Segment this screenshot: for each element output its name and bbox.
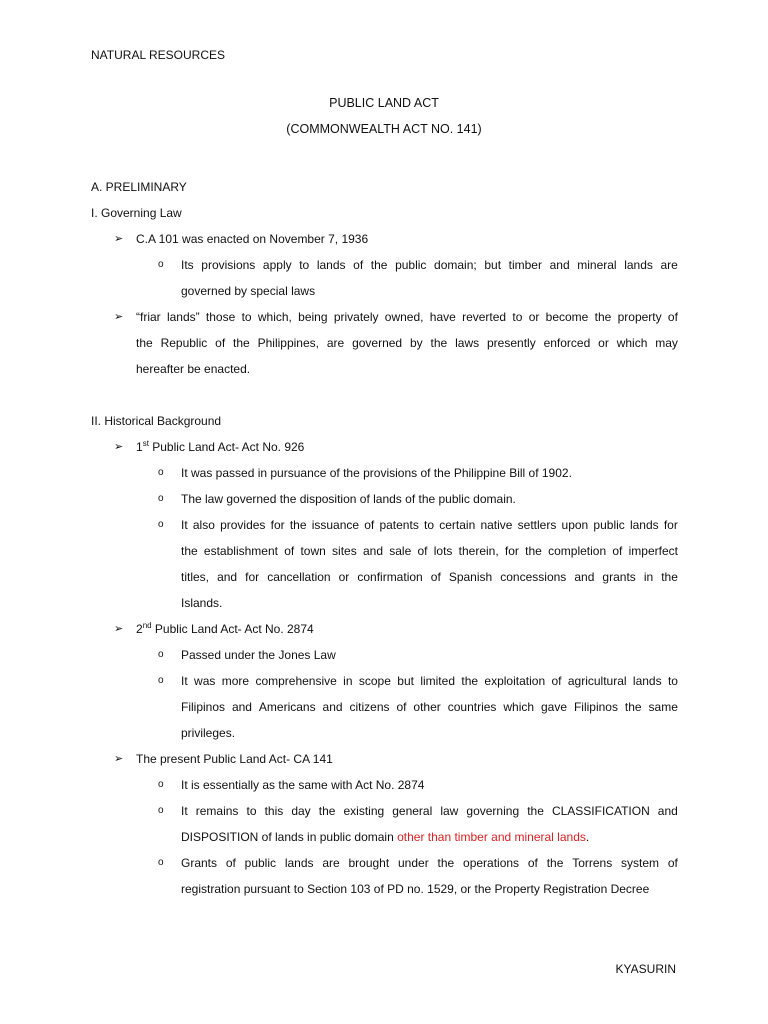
arrow-bullet-icon: ➢	[114, 233, 124, 245]
list-item-line: “friar lands” those to which, being privately owned, have reverted to or become the property of	[136, 310, 678, 324]
document-title: PUBLIC LAND ACT	[329, 96, 439, 110]
list-item-line: registration pursuant to Section 103 of PD no. 1529, or the Property Registration Decree	[181, 882, 650, 896]
arrow-bullet-icon: ➢	[114, 623, 124, 635]
list-item-line: Grants of public lands are brought under the operations of the Torrens system of	[181, 856, 678, 870]
circle-bullet-icon: o	[158, 805, 164, 816]
text-run: .	[585, 830, 590, 844]
list-item-line: the Republic of the Philippines, are governed by the laws presently enforced or which may	[136, 336, 678, 350]
document-subtitle: (COMMONWEALTH ACT NO. 141)	[286, 122, 482, 136]
list-item-line: titles, and for cancellation or confirmation of Spanish concessions and grants in the	[181, 570, 678, 584]
ordinal-number: 2	[136, 622, 143, 636]
list-item: The law governed the disposition of lands of the public domain.	[181, 492, 516, 506]
act-title: Public Land Act- Act No. 926	[148, 440, 305, 454]
list-item-line: Filipinos and Americans and citizens of other countries which gave Filipinos the same	[181, 700, 678, 714]
list-item-line-highlight	[181, 830, 589, 844]
circle-bullet-icon: o	[158, 675, 164, 686]
list-item-line: It was more comprehensive in scope but limited the exploitation of agricultural lands to	[181, 674, 678, 688]
ordinal-number: 1	[136, 440, 143, 454]
list-item: It was passed in pursuance of the provisions of the Philippine Bill of 1902.	[181, 466, 572, 480]
section-heading-preliminary: A. PRELIMINARY	[91, 180, 187, 194]
circle-bullet-icon: o	[158, 467, 164, 478]
section-heading-historical: II. Historical Background	[91, 414, 222, 428]
page-footer: KYASURIN	[615, 962, 676, 976]
ordinal-suffix: st	[142, 439, 149, 448]
highlighted-text: other than timber and mineral lands	[397, 830, 586, 844]
list-item-line: privileges.	[181, 726, 236, 740]
circle-bullet-icon: o	[158, 493, 164, 504]
list-item-line: It remains to this day the existing general law governing the CLASSIFICATION and	[181, 804, 678, 818]
sub-heading-governing-law: I. Governing Law	[91, 206, 182, 220]
list-item: Passed under the Jones Law	[181, 648, 336, 662]
circle-bullet-icon: o	[158, 857, 164, 868]
circle-bullet-icon: o	[158, 649, 164, 660]
list-item-line: hereafter be enacted.	[136, 362, 251, 376]
page-header: NATURAL RESOURCES	[91, 48, 226, 62]
list-item-line: Islands.	[181, 596, 223, 610]
act-heading-second	[136, 622, 314, 636]
list-item-line: Its provisions apply to lands of the public domain; but timber and mineral lands are	[181, 258, 678, 272]
list-item: It is essentially as the same with Act No. 2874	[181, 778, 425, 792]
arrow-bullet-icon: ➢	[114, 311, 124, 323]
circle-bullet-icon: o	[158, 519, 164, 530]
list-item: C.A 101 was enacted on November 7, 1936	[136, 232, 369, 246]
act-heading-first	[136, 440, 304, 454]
ordinal-suffix: nd	[142, 621, 152, 630]
list-item-line: the establishment of town sites and sale of lots therein, for the completion of imperfect	[181, 544, 678, 558]
list-item-line: It also provides for the issuance of patents to certain native settlers upon public lands for	[181, 518, 678, 532]
text-run: DISPOSITION of lands in public domain	[181, 830, 398, 844]
act-heading-present: The present Public Land Act- CA 141	[136, 752, 333, 766]
arrow-bullet-icon: ➢	[114, 441, 124, 453]
arrow-bullet-icon: ➢	[114, 753, 124, 765]
circle-bullet-icon: o	[158, 259, 164, 270]
act-title: Public Land Act- Act No. 2874	[151, 622, 314, 636]
list-item-line: governed by special laws	[181, 284, 316, 298]
circle-bullet-icon: o	[158, 779, 164, 790]
